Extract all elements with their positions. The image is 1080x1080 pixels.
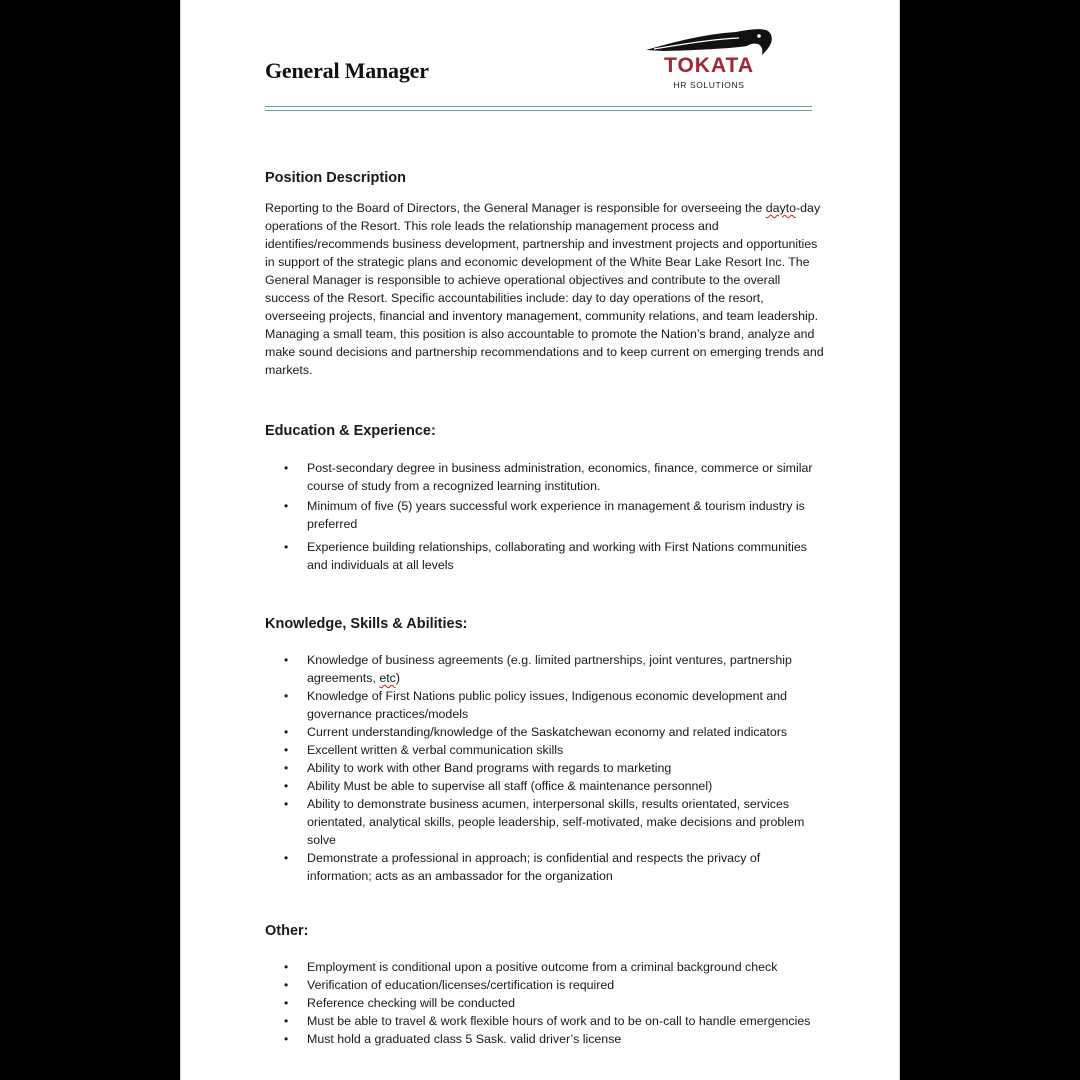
list-item: • Ability to demonstrate business acumen, interpersonal skills, results orientated, services orientated, analytical skills, people leadership, self-motivated, make decisions and problem solve — [265, 795, 825, 849]
list-item: • Ability Must be able to supervise all staff (office & maintenance personnel) — [265, 777, 825, 795]
document-title: General Manager — [265, 58, 429, 83]
list-item: • Ability to work with other Band programs with regards to marketing — [265, 759, 825, 777]
page-edge-right — [899, 0, 900, 1080]
skills-heading: Knowledge, Skills & Abilities: — [265, 616, 468, 632]
company-logo — [644, 24, 774, 94]
other-heading: Other: — [265, 923, 309, 939]
logo-brand-text: TOKATA — [664, 54, 754, 77]
list-item-text-end: ) — [395, 671, 400, 685]
list-item: • Post-secondary degree in business administration, economics, finance, commerce or similar course of study from a recognized learning institution. — [265, 459, 825, 495]
paragraph-text-rest: -day operations of the Resort. This role leads the relationship management process and identifies/recommends business development, partnership and investment projects and opportunities in support of the strategic plans and economic development of the White Bear Lake Resort Inc. The General Manager is responsible to achieve operational objectives and contribute to the overall success of the Resort. Specific accountabilities include: day to day operations of the resort, overseeing projects, financial and inventory management, community relations, and team leadership. Managing a small team, this position is also accountable to promote the Nation’s brand, analyze and make sound decisions and partnership recommendations and to keep current on emerging trends and markets. — [265, 201, 824, 377]
list-item: • Excellent written & verbal communication skills — [265, 741, 825, 759]
skills-list — [265, 651, 825, 885]
list-item: • Reference checking will be conducted — [265, 994, 825, 1012]
education-list — [265, 459, 825, 574]
list-item: • Experience building relationships, collaborating and working with First Nations communities and individuals at all levels — [265, 538, 825, 574]
position-description-paragraph — [265, 199, 825, 379]
document-body — [265, 168, 825, 1048]
list-item: • Employment is conditional upon a positive outcome from a criminal background check — [265, 958, 825, 976]
logo-tagline: HR SOLUTIONS — [673, 80, 745, 90]
list-item: • Minimum of five (5) years successful work experience in management & tourism industry is preferred — [265, 497, 825, 533]
spellcheck-flagged-word: dayto — [765, 201, 797, 215]
spellcheck-flagged-word: etc — [379, 671, 396, 685]
position-description-heading: Position Description — [265, 170, 406, 186]
header-rule-bottom — [265, 110, 812, 111]
page-edge-left — [180, 0, 181, 1080]
list-item: • Must hold a graduated class 5 Sask. valid driver’s license — [265, 1030, 825, 1048]
document-page — [180, 0, 900, 1080]
list-item: • Current understanding/knowledge of the Saskatchewan economy and related indicators — [265, 723, 825, 741]
list-item: • Demonstrate a professional in approach; is confidential and respects the privacy of information; acts as an ambassador for the organization — [265, 849, 825, 885]
list-item — [265, 651, 825, 687]
list-item: • Must be able to travel & work flexible hours of work and to be on-call to handle emergencies — [265, 1012, 825, 1030]
paragraph-text-start: Reporting to the Board of Directors, the General Manager is responsible for overseeing the — [265, 201, 766, 215]
education-heading: Education & Experience: — [265, 423, 436, 439]
eagle-head-icon — [644, 24, 774, 58]
other-list — [265, 958, 825, 1048]
list-item-text-start: Knowledge of business agreements (e.g. limited partnerships, joint ventures, partnership agreements, — [307, 653, 792, 685]
list-item: • Verification of education/licenses/certification is required — [265, 976, 825, 994]
header-rule-top — [265, 106, 812, 107]
list-item: • Knowledge of First Nations public policy issues, Indigenous economic development and governance practices/models — [265, 687, 825, 723]
